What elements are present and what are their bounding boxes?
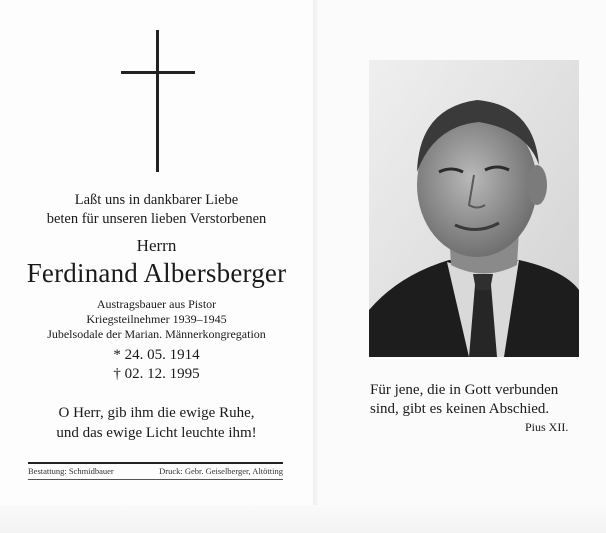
intro-text xyxy=(0,191,313,229)
salutation: Herrn xyxy=(136,236,177,255)
footer-rule-top xyxy=(28,462,283,464)
dates-block xyxy=(0,346,313,384)
prayer-text xyxy=(0,403,313,443)
quote-line-2: sind, gibt es keinen Abschied. xyxy=(370,401,550,417)
cross-icon xyxy=(121,30,195,172)
deceased-name: Ferdinand Albersberger xyxy=(26,258,287,288)
printer-credit: Druck: Gebr. Geiselberger, Altötting xyxy=(159,466,283,476)
funeral-home-credit: Bestattung: Schmidbauer xyxy=(28,466,114,476)
occupation-line: Jubelsodale der Marian. Männerkongregation xyxy=(47,327,266,341)
occupation-line: Kriegsteilnehmer 1939–1945 xyxy=(86,312,227,326)
death-date: † 02. 12. 1995 xyxy=(113,366,200,382)
prayer-line-2: und das ewige Licht leuchte ihm! xyxy=(56,425,257,441)
footer-credits xyxy=(28,466,283,476)
intro-line-2: beten für unseren lieben Verstorbenen xyxy=(46,211,267,227)
prayer-line-1: O Herr, gib ihm die ewige Ruhe, xyxy=(58,405,255,421)
quote-text xyxy=(370,381,580,419)
quote-line-1: Für jene, die in Gott verbunden xyxy=(370,382,559,398)
birth-date: * 24. 05. 1914 xyxy=(113,347,200,363)
page-bottom-shadow xyxy=(0,505,606,533)
quote-source: Pius XII. xyxy=(525,420,569,434)
footer-rule-bottom xyxy=(28,479,283,480)
occupation-line: Austragsbauer aus Pistor xyxy=(96,297,217,311)
portrait-photo xyxy=(369,60,579,357)
intro-line-1: Laßt uns in dankbarer Liebe xyxy=(74,192,239,208)
occupation-block xyxy=(0,297,313,342)
